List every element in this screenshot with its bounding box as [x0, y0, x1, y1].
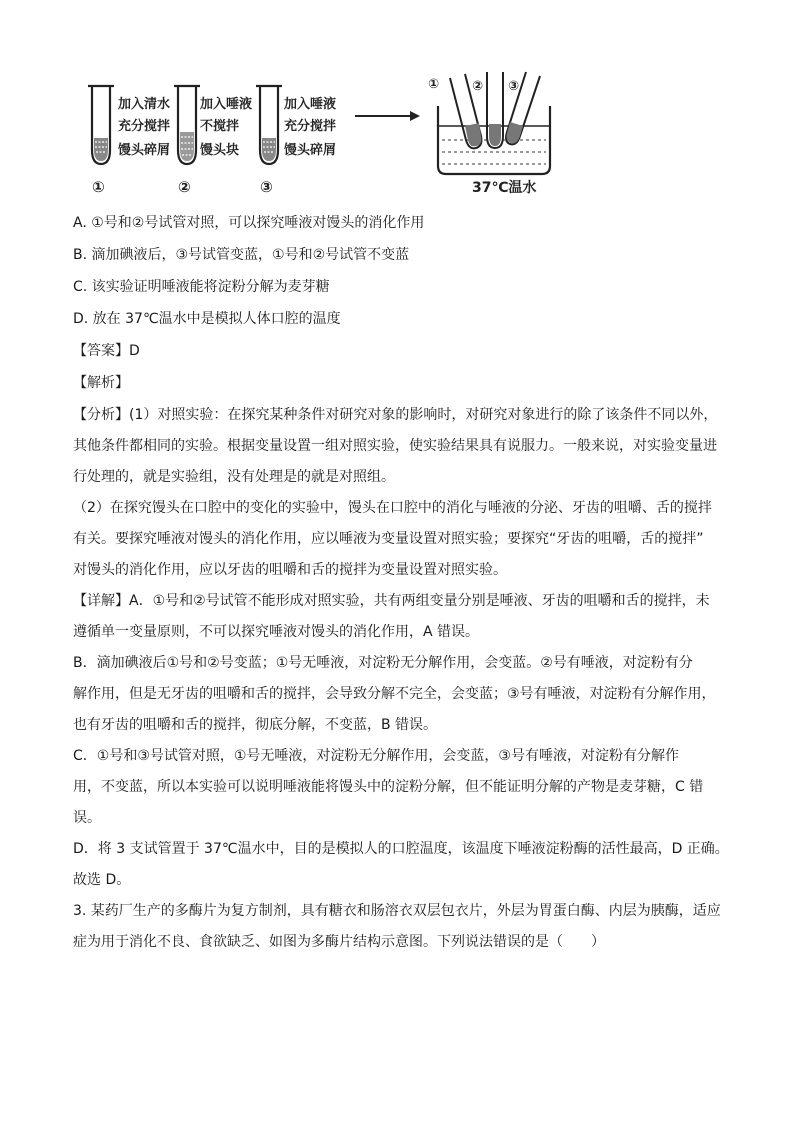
experiment-figure [80, 68, 580, 198]
water-bath-beaker [438, 72, 550, 174]
analysis-p2-line-1: （2）在探究馒头在口腔中的变化的实验中，馒头在口腔中的消化与唾液的分泌、牙齿的咀嚼、舌的搅拌 [73, 500, 712, 516]
question-3-line-1: 3. 某药厂生产的多酶片为复方制剂，具有糖衣和肠溶衣双层包衣片，外层为胃蛋白酶、内层为胰酶，适应 [73, 903, 721, 919]
tube-2-number: ② [178, 178, 191, 196]
option-d: D. 放在 37℃温水中是模拟人体口腔的温度 [73, 311, 341, 327]
tube-3-label-line-1: 加入唾液 [284, 97, 337, 112]
question-content [73, 212, 729, 962]
analysis-p2-line-2: 有关。要探究唾液对馒头的消化作用，应以唾液为变量设置对照实验；要探究“牙齿的咀嚼，舌的搅拌” [73, 531, 704, 547]
tube-3-label-line-3: 馒头碎屑 [284, 143, 337, 158]
analysis-p1-line-1: 【分析】(1）对照实验：在探究某种条件对研究对象的影响时，对研究对象进行的除了该条件不同以外， [73, 407, 718, 423]
test-tube-2 [174, 86, 200, 164]
analysis-p1-line-2: 其他条件都相同的实验。根据变量设置一组对照实验，使实验结果具有说服力。一般来说，对实验变量进 [73, 438, 717, 454]
test-tube-1 [88, 86, 114, 164]
detail-b-line-3: 也有牙齿的咀嚼和舌的搅拌，彻底分解，不变蓝，B 错误。 [73, 717, 438, 733]
detail-c-line-3: 误。 [73, 810, 101, 826]
tube-1-number: ① [92, 178, 105, 196]
detail-b [73, 652, 723, 737]
detail-d-line-1: D．将 3 支试管置于 37℃温水中，目的是模拟人的口腔温度，该温度下唾液淀粉酶的活性最高，D 正确。 [73, 841, 729, 857]
beaker-tube-2-number: ② [472, 79, 484, 94]
detail-a-line-1: 【详解】A．①号和②号试管不能形成对照实验，共有两组变量分别是唾液、牙齿的咀嚼和舌的搅拌，未 [73, 593, 710, 609]
tube-2-label-line-2: 不搅拌 [200, 119, 240, 134]
arrow-icon [355, 111, 420, 121]
analysis-paragraph-1 [73, 404, 723, 489]
tube-1-label-line-1: 加入清水 [118, 97, 171, 112]
detail-c [73, 745, 723, 830]
beaker-tube-3-number: ③ [508, 79, 520, 94]
analysis-paragraph-2 [73, 497, 723, 582]
detail-b-line-1: B．滴加碘液后①号和②号变蓝；①号无唾液，对淀粉无分解作用，会变蓝。②号有唾液，对淀粉有分 [73, 655, 693, 671]
question-3 [73, 900, 723, 954]
detail-b-line-2: 解作用，但是无牙齿的咀嚼和舌的搅拌，会导致分解不完全，会变蓝；③号有唾液，对淀粉有分解作用， [73, 686, 716, 702]
detail-a [73, 590, 723, 644]
tube-3-number: ③ [260, 178, 273, 196]
question-3-line-2: 症为用于消化不良、食欲缺乏、如图为多酶片结构示意图。下列说法错误的是（ ） [73, 934, 605, 950]
detail-c-line-2: 用，不变蓝，所以本实验可以说明唾液能将馒头中的淀粉分解，但不能证明分解的产物是麦芽糖，C 错 [73, 779, 704, 795]
analysis-header: 【解析】 [73, 375, 129, 391]
detail-d-line-2: 故选 D。 [73, 872, 131, 888]
option-a: A. ①号和②号试管对照，可以探究唾液对馒头的消化作用 [73, 215, 425, 231]
experiment-diagram [80, 68, 580, 198]
tube-1-label-line-2: 充分搅拌 [118, 119, 171, 134]
option-c: C. 该实验证明唾液能将淀粉分解为麦芽糖 [73, 279, 330, 295]
analysis-p1-line-3: 行处理的，就是实验组，没有处理是的就是对照组。 [73, 469, 395, 485]
analysis-p2-line-3: 对馒头的消化作用，应以牙齿的咀嚼和舌的搅拌为变量设置对照实验。 [73, 562, 507, 578]
tube-1-label-line-3: 馒头碎屑 [118, 143, 171, 158]
option-b: B. 滴加碘液后，③号试管变蓝，①号和②号试管不变蓝 [73, 247, 410, 263]
beaker-caption: 37℃温水 [472, 180, 537, 196]
test-tube-3 [256, 86, 282, 164]
tube-2-label-line-1: 加入唾液 [200, 97, 253, 112]
tube-3-label-line-2: 充分搅拌 [284, 119, 337, 134]
detail-c-line-1: C．①号和③号试管对照，①号无唾液，对淀粉无分解作用，会变蓝，③号有唾液，对淀粉有分解作 [73, 748, 679, 764]
detail-a-line-2: 遵循单一变量原则，不可以探究唾液对馒头的消化作用，A 错误。 [73, 624, 480, 640]
answer-line: 【答案】D [73, 343, 140, 359]
beaker-tube-1-number: ① [428, 77, 440, 92]
tube-2-label-line-3: 馒头块 [200, 143, 240, 158]
detail-d [73, 838, 729, 892]
